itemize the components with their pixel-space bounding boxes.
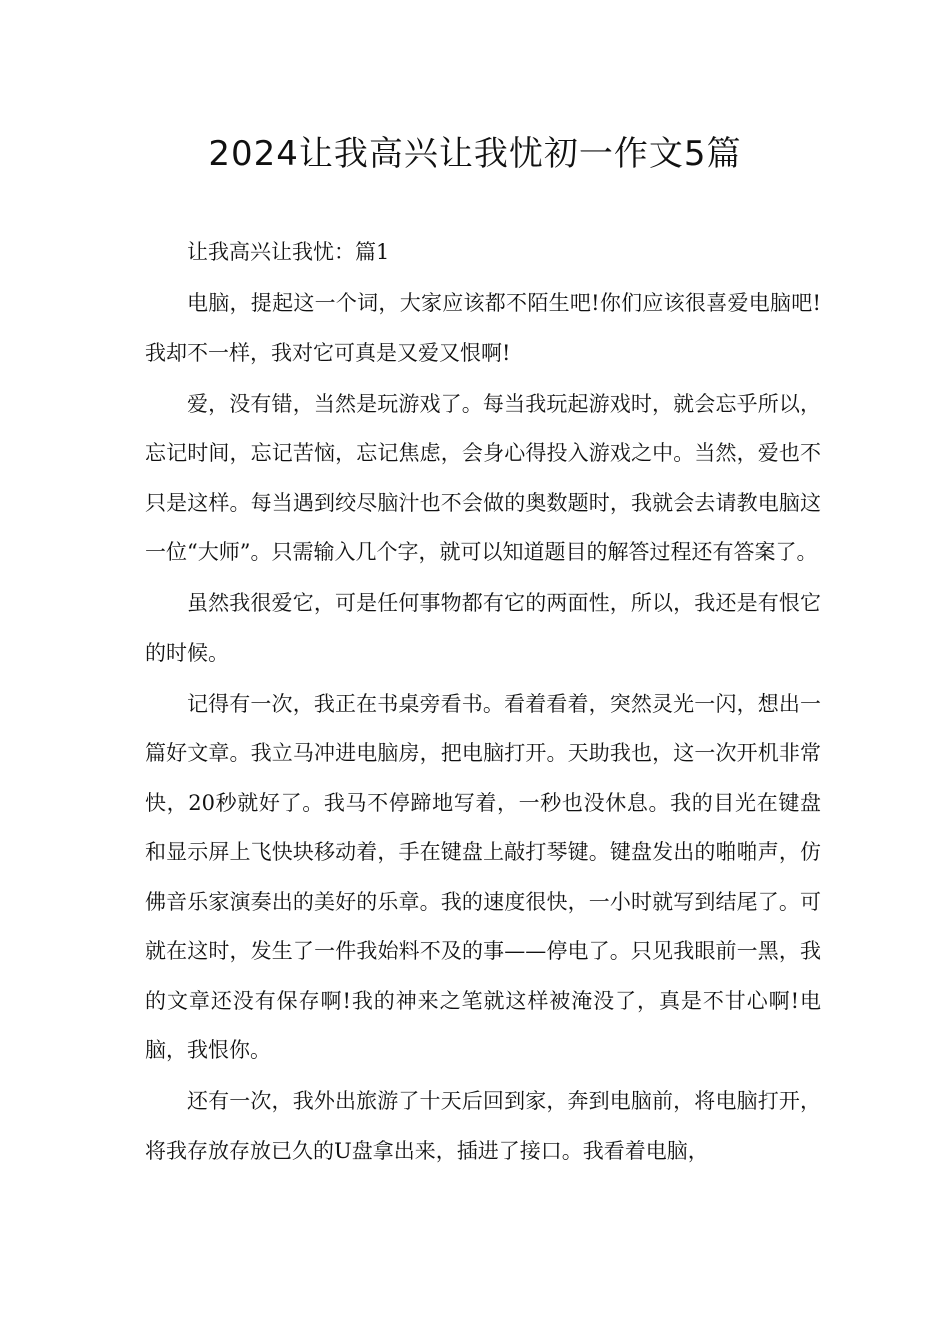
- paragraph-4: 记得有一次，我正在书桌旁看书。看着看着，突然灵光一闪，想出一篇好文章。我立马冲进电脑房，把电脑打开。天助我也，这一次开机非常快，20秒就好了。我马不停蹄地写着，一秒也没休息。我的目光在键盘和显示屏上飞快块移动着，手在键盘上敲打琴键。键盘发出的啪啪声，仿佛音乐家演奏出的美好的乐章。我的速度很快，一小时就写到结尾了。可就在这时，发生了一件我始料不及的事——停电了。只见我眼前一黑，我的文章还没有保存啊!我的神来之笔就这样被淹没了，真是不甘心啊!电脑，我恨你。: [145, 691, 821, 1062]
- paragraph-3: 虽然我很爱它，可是任何事物都有它的两面性，所以，我还是有恨它的时候。: [145, 591, 821, 665]
- paragraph-5: 还有一次，我外出旅游了十天后回到家，奔到电脑前，将电脑打开，将我存放存放已久的U盘拿出来，插进了接口。我看着电脑，: [145, 1089, 821, 1163]
- paragraph-2: 爱，没有错，当然是玩游戏了。每当我玩起游戏时，就会忘乎所以，忘记时间，忘记苦恼，忘记焦虑，会身心得投入游戏之中。当然，爱也不只是这样。每当遇到绞尽脑汁也不会做的奥数题时，我就会去请教电脑这一位“大师”。只需输入几个字，就可以知道题目的解答过程还有答案了。: [145, 391, 821, 564]
- paragraph-1: 电脑，提起这一个词，大家应该都不陌生吧!你们应该很喜爱电脑吧!我却不一样，我对它可真是又爱又恨啊!: [145, 291, 821, 365]
- section-heading: 让我高兴让我忧：篇1: [187, 240, 390, 264]
- document-body: [145, 228, 821, 1178]
- document-title: 2024让我高兴让我忧初一作文5篇: [208, 134, 742, 174]
